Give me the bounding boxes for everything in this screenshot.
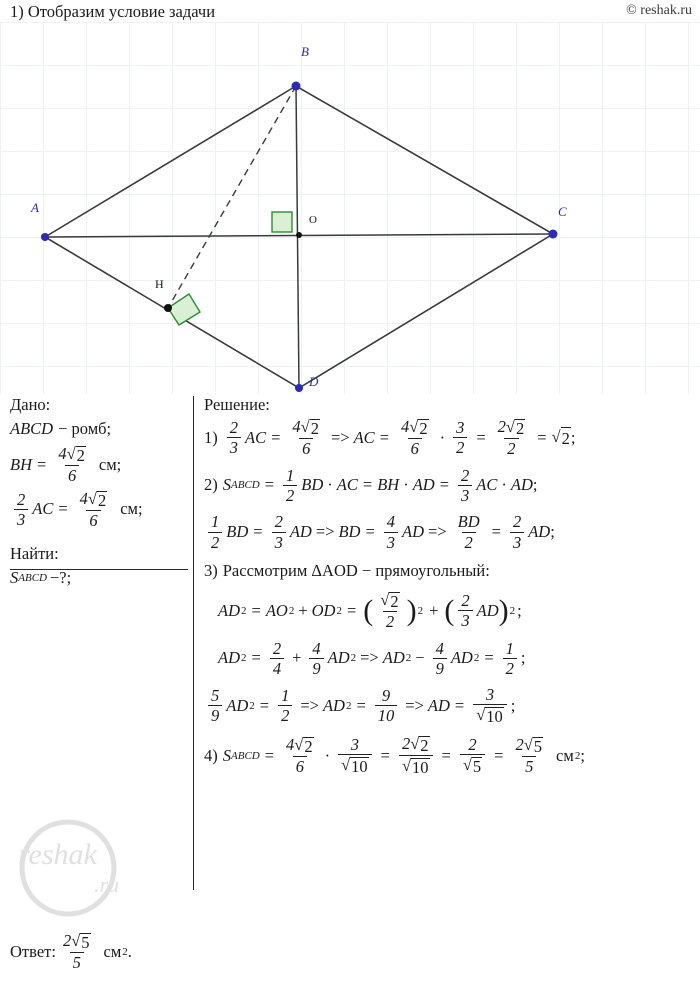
step4-f3-den <box>399 755 433 776</box>
step1-f1-coef: 4 <box>292 417 301 436</box>
sqrt-icon: √ 2 <box>300 417 319 438</box>
step2-f2-bot: 3 <box>458 485 472 504</box>
step4-f3-den-root: 10 <box>412 758 429 778</box>
step4-eq4: = <box>494 745 504 765</box>
step2-eq1: = <box>264 475 275 495</box>
step3b-f3-bot: 9 <box>433 658 447 677</box>
step3b-ad4: AD <box>450 648 473 668</box>
given-ac-eq: = <box>58 499 68 519</box>
step2-bd: BD <box>301 475 324 495</box>
given-line-3 <box>10 490 188 530</box>
step1-f3-bot: 2 <box>453 437 467 456</box>
sqrt-icon: √ 10 <box>401 756 429 778</box>
answer-coef: 2 <box>62 931 72 950</box>
step1-frac-2sqrt2-2 <box>495 418 529 458</box>
step4-f4-top: 2 <box>468 734 477 754</box>
step4-eq2: = <box>380 745 390 765</box>
step1-eq3: = <box>476 427 486 447</box>
step2b-f5-top: 2 <box>512 512 522 532</box>
step4-f1-num <box>283 736 317 756</box>
step3c-f4-top: 3 <box>485 685 495 705</box>
given-ac-coef-fraction <box>14 491 28 529</box>
vertical-divider <box>193 396 194 890</box>
step3c-tail: ; <box>510 695 516 715</box>
step3a-sup3: 2 <box>336 604 342 617</box>
step2b-implies-1: => <box>315 522 335 542</box>
step2-f1-bot: 2 <box>283 485 297 504</box>
given-bh-den: 6 <box>65 465 79 484</box>
step3b-f2-bot: 9 <box>309 658 323 677</box>
given-bh-eq: = <box>37 454 47 474</box>
step3c-sup1: 2 <box>249 699 255 712</box>
step2-dot1: · <box>327 475 333 495</box>
step3a-sup1: 2 <box>241 604 247 617</box>
step1-f4-coef: 2 <box>497 417 506 436</box>
step3b-frac-49b <box>433 640 447 678</box>
vertex-b <box>292 82 301 91</box>
step4-frac-2sqrt5-5 <box>512 736 546 776</box>
step2b-bd2: BD <box>338 522 361 542</box>
sqrt-icon: √ 2 <box>409 417 428 438</box>
given-rhombus-text: − ромб; <box>58 419 112 438</box>
step4-number: 4) <box>204 745 218 765</box>
step1-frac-4sqrt2-6b <box>398 418 432 458</box>
step1-f1-num <box>289 418 323 438</box>
rhombus-diagram <box>0 22 700 394</box>
step2b-eq2: = <box>365 522 375 542</box>
step4-s-symbol: S <box>222 745 231 765</box>
step3a-plus: + <box>298 600 308 620</box>
step3b-frac-12 <box>503 640 517 678</box>
step4-f2-bot <box>338 754 372 775</box>
step1-f4-den: 2 <box>504 438 518 457</box>
step3a-p2-bot: 3 <box>458 610 472 629</box>
step4-f5-root: 5 <box>533 736 543 756</box>
step2b-f2-bot: 3 <box>272 532 286 551</box>
given-bh-units: см; <box>98 454 122 474</box>
given-line-1 <box>10 418 188 440</box>
step3c-frac-12 <box>278 687 292 725</box>
step3b-tail: ; <box>520 648 526 668</box>
step2b-ad3: AD <box>528 522 551 542</box>
step2b-eq1: = <box>253 522 263 542</box>
paren-open-icon: ( <box>444 593 455 627</box>
step2-eq3: = <box>439 475 450 495</box>
find-subscript: ABCD <box>18 572 47 585</box>
given-bh-fraction <box>55 445 89 485</box>
answer-line <box>10 932 132 972</box>
step4-f3-coef: 2 <box>401 733 411 753</box>
given-ac-coef-num: 2 <box>17 489 26 509</box>
step3b-eq1: = <box>251 648 261 668</box>
step2-bh: BH <box>377 475 400 495</box>
step3c-ad: AD <box>226 695 249 715</box>
step2-frac-23 <box>458 467 472 505</box>
step2b-f2-top: 2 <box>274 512 283 532</box>
given-ac-units: см; <box>120 499 143 519</box>
solution-step-3-heading <box>204 560 690 582</box>
step1-dot: · <box>439 427 446 447</box>
step4-frac-3-sqrt10 <box>338 736 372 776</box>
step1-frac-32 <box>453 419 467 457</box>
step2b-f5-bot: 3 <box>510 532 524 551</box>
step3b-frac-49 <box>309 640 323 678</box>
step2-s-subscript: ABCD <box>231 479 260 492</box>
step1-f2-root: 2 <box>419 419 428 438</box>
step4-f5-den: 5 <box>522 756 536 775</box>
label-b: B <box>301 44 309 59</box>
sqrt-icon: √ 2 <box>410 733 429 755</box>
step3b-f4-bot: 2 <box>503 658 517 677</box>
step3a-p1-den: 2 <box>383 611 397 630</box>
step2-ac: AC <box>336 475 358 495</box>
step3a-p1-root: 2 <box>390 591 399 611</box>
step2-tail: ; <box>532 475 538 495</box>
step4-units: см <box>556 745 574 765</box>
step3-text: Рассмотрим ΔAOD − прямоугольный: <box>222 560 490 580</box>
step3c-sup2: 2 <box>345 699 352 712</box>
step3a-eq1: = <box>251 600 261 620</box>
step1-frac-23 <box>227 419 241 457</box>
step3a-od: OD <box>311 600 336 620</box>
step3a-frac-sqrt2-2 <box>377 591 402 631</box>
label-h: H <box>155 277 164 291</box>
height-bh-dashed <box>168 86 296 308</box>
step4-f4-bot-root: 5 <box>472 757 482 777</box>
label-c: C <box>558 204 567 219</box>
step2b-implies-2: => <box>428 522 447 542</box>
step1-var2: AC <box>353 427 375 447</box>
step2b-frac-23b <box>510 513 524 551</box>
step4-eq3: = <box>441 745 451 765</box>
given-heading: Дано: <box>10 395 51 414</box>
step4-eq1: = <box>264 745 275 765</box>
step3c-f1-bot: 9 <box>208 705 222 724</box>
given-bh-num-root: 2 <box>76 446 85 465</box>
watermark-text: © reshak.ru <box>626 3 692 18</box>
step1-eq1: = <box>271 427 281 447</box>
sqrt-icon: √ 2 <box>551 426 570 448</box>
step2b-ad2: AD <box>402 522 424 542</box>
step3a-paren-group-1 <box>363 591 423 631</box>
step3b-sup1: 2 <box>241 652 247 665</box>
step4-s-subscript: ABCD <box>231 749 260 762</box>
solution-step-2b <box>204 513 690 551</box>
step3c-implies-2: => <box>405 695 424 715</box>
step3b-ad: AD <box>218 648 240 668</box>
solution-step-4 <box>204 735 690 777</box>
step1-f2-num <box>398 418 432 438</box>
sqrt-icon: √ 2 <box>505 417 525 438</box>
step1-f2-den: 6 <box>408 438 422 457</box>
given-ac-coef-den: 3 <box>14 509 28 528</box>
step1-eq2: = <box>379 427 389 447</box>
step3b-sup3: 2 <box>405 652 412 665</box>
step3c-eq2: = <box>356 695 366 715</box>
step3c-f4-bot-root: 10 <box>486 707 503 727</box>
step2-ad2: AD <box>510 475 533 495</box>
step3a-ad: AD <box>218 600 240 620</box>
answer-units-sup: 2 <box>122 945 128 958</box>
given-ac-fraction <box>77 490 111 530</box>
step3a-tail: ; <box>517 600 522 620</box>
step1-frac-top: 2 <box>229 418 238 437</box>
step2b-f1-bot: 2 <box>208 532 222 551</box>
step1-f3-top: 3 <box>456 418 465 437</box>
step3a-frac-23 <box>458 592 472 630</box>
step3b-eq2: = <box>484 648 494 668</box>
step1-var: AC <box>245 427 267 447</box>
step1-f4-root: 2 <box>515 419 525 438</box>
step2b-f4-top: BD <box>457 512 480 532</box>
step2b-frac-bd2 <box>455 513 483 551</box>
step4-frac-4sqrt2-6 <box>283 736 317 776</box>
step2-ad: AD <box>412 475 435 495</box>
step4-f3-root: 2 <box>420 735 429 755</box>
svg-text:.ru: .ru <box>94 872 120 897</box>
step3b-f4-top: 1 <box>505 638 514 658</box>
step4-f1-root: 2 <box>304 736 313 756</box>
find-symbol: S <box>10 568 19 588</box>
find-line <box>10 567 188 589</box>
sqrt-icon: √ 2 <box>66 444 85 465</box>
given-block <box>10 394 188 594</box>
sqrt-icon: √ 5 <box>523 734 543 756</box>
step2b-f3-top: 4 <box>386 512 395 532</box>
step3a-plus2: + <box>429 600 439 620</box>
solution-step-2a <box>204 467 690 505</box>
solution-content <box>0 394 700 914</box>
step2b-frac-12 <box>208 513 222 551</box>
step3c-frac-910 <box>375 687 398 725</box>
step3b-f1-bot: 4 <box>270 658 284 677</box>
given-ac-num <box>77 490 111 510</box>
step3c-eq3: = <box>454 695 465 715</box>
paren-open-icon: ( <box>363 593 374 627</box>
step3b-f3-top: 4 <box>435 638 444 658</box>
step3b-ad3: AD <box>382 648 405 668</box>
sqrt-icon: √ 2 <box>294 734 313 756</box>
step3b-f2-top: 4 <box>312 638 321 658</box>
paren-close-icon: ) <box>406 593 417 627</box>
step4-f1-coef: 4 <box>286 734 295 754</box>
step3c-f4-bot <box>473 704 507 725</box>
solution-heading: Решение: <box>204 395 270 414</box>
sqrt-icon: √ 10 <box>341 755 368 777</box>
step3a-p2-sup: 2 <box>509 604 516 617</box>
label-d: D <box>309 374 319 389</box>
vertex-h <box>164 304 172 312</box>
step2b-ad: AD <box>289 522 312 542</box>
step3b-frac-24 <box>270 640 284 678</box>
step2-eq2: = <box>362 475 373 495</box>
step1-frac-bot: 3 <box>227 437 241 456</box>
step4-f3-num <box>399 735 433 755</box>
step1-f2-coef: 4 <box>401 417 410 436</box>
step3c-f3-top: 9 <box>381 686 391 706</box>
watermark-logo <box>8 806 198 926</box>
given-ac-num-coef: 4 <box>79 488 88 508</box>
answer-den: 5 <box>70 952 84 971</box>
step4-f4-bot <box>460 754 485 775</box>
step3-number: 3) <box>204 560 218 580</box>
label-a: A <box>31 200 39 215</box>
step3c-f1-top: 5 <box>211 686 220 706</box>
step1-eq4: = <box>537 427 547 447</box>
answer-label: Ответ: <box>10 941 56 961</box>
sqrt-icon: √ 10 <box>476 705 503 727</box>
answer-units: см <box>103 941 122 961</box>
given-rhombus-name: ABCD <box>10 419 54 438</box>
given-bh-num <box>55 445 89 465</box>
step2b-eq3: = <box>491 522 501 542</box>
step3a-p1-sup: 2 <box>417 604 424 617</box>
step3c-f2-bot: 2 <box>278 705 292 724</box>
step2b-tail: ; <box>550 522 555 542</box>
step2b-bd: BD <box>226 522 249 542</box>
solution-step-1 <box>204 418 690 458</box>
given-ac-name: AC <box>32 499 54 519</box>
step3c-f3-bot: 10 <box>375 705 398 724</box>
step1-result-root: 2 <box>561 428 570 448</box>
step2b-frac-43 <box>384 513 398 551</box>
task-title: 1) Отобразим условие задачи <box>10 2 216 21</box>
step3a-p2-top: 2 <box>461 590 470 610</box>
step3b-f1-top: 2 <box>272 638 282 658</box>
answer-root: 5 <box>81 933 90 952</box>
find-heading: Найти: <box>10 544 59 564</box>
step4-f2-top: 3 <box>350 734 360 754</box>
step1-f1-root: 2 <box>310 419 319 438</box>
find-tail: −?; <box>49 568 72 588</box>
step3c-implies-1: => <box>300 695 319 715</box>
sqrt-icon: √ 2 <box>380 589 399 611</box>
geometry-figure <box>0 22 700 394</box>
given-ac-num-root: 2 <box>97 490 107 510</box>
step3b-ad2: AD <box>327 648 350 668</box>
step3b-plus: + <box>292 648 302 668</box>
step1-tail: ; <box>570 427 576 447</box>
given-line-2 <box>10 445 188 485</box>
step2-dot2: · <box>403 475 409 495</box>
vertex-o <box>296 232 302 238</box>
sqrt-icon: √ 5 <box>462 755 482 777</box>
step2-dot3: · <box>501 475 507 495</box>
step3c-ad2: AD <box>322 695 345 715</box>
answer-num <box>60 932 94 952</box>
step3c-f2-top: 1 <box>281 686 290 706</box>
label-o: O <box>309 214 317 226</box>
step2-ac2: AC <box>476 475 498 495</box>
step4-frac-2-sqrt5 <box>460 736 485 776</box>
solution-step-3a <box>218 591 690 631</box>
solution-step-3b <box>218 640 690 678</box>
step2-f2-top: 2 <box>461 465 470 485</box>
step1-f1-den: 6 <box>299 438 313 457</box>
right-angle-marker-o <box>272 212 292 232</box>
step3b-implies: => <box>360 648 379 668</box>
step2-frac-12 <box>283 467 297 505</box>
given-bh-name: BH <box>10 454 32 474</box>
step3b-minus: − <box>415 648 425 668</box>
step4-dot: · <box>324 745 331 765</box>
step2b-frac-23 <box>272 513 286 551</box>
given-bh-num-coef: 4 <box>58 444 67 463</box>
step4-f1-den: 6 <box>293 756 307 775</box>
step3a-p1-num <box>377 591 402 611</box>
step3b-sup4: 2 <box>473 652 480 665</box>
step3a-ao: AO <box>265 600 288 620</box>
step2-s-symbol: S <box>222 475 231 495</box>
step3c-frac-3-sqrt10 <box>473 686 507 726</box>
sqrt-icon: √ 2 <box>87 488 107 510</box>
step2b-f4-bot: 2 <box>462 532 476 551</box>
step2b-f3-bot: 3 <box>384 532 398 551</box>
solution-step-3c <box>204 686 690 726</box>
svg-text:reshak: reshak <box>18 838 97 871</box>
solution-block <box>204 394 690 785</box>
vertex-d <box>295 384 303 392</box>
step4-frac-2sqrt2-sqrt10 <box>399 735 433 777</box>
step1-f4-num <box>495 418 529 438</box>
step3a-paren-group-2 <box>444 592 515 630</box>
sqrt-icon: √ 5 <box>71 931 90 952</box>
given-ac-den: 6 <box>86 510 100 529</box>
step4-units-sup: 2 <box>574 749 581 762</box>
step3b-sup2: 2 <box>350 652 357 665</box>
step1-number: 1) <box>204 427 218 447</box>
step2-number: 2) <box>204 475 218 495</box>
step2-f1-top: 1 <box>286 465 295 485</box>
answer-fraction <box>60 932 94 972</box>
step1-frac-4sqrt2-6 <box>289 418 323 458</box>
step4-tail: ; <box>580 745 585 765</box>
step1-implies-1: => <box>330 427 350 447</box>
answer-tail: . <box>127 941 132 961</box>
step3c-eq1: = <box>259 695 270 715</box>
step3c-ad3: AD <box>427 695 450 715</box>
step3c-frac-59 <box>208 687 222 725</box>
step4-f2-bot-root: 10 <box>351 757 368 777</box>
step3a-p2-var: AD <box>476 600 499 620</box>
step3a-sup2: 2 <box>288 604 295 617</box>
vertex-a <box>41 233 49 241</box>
step2b-f1-top: 1 <box>211 512 220 532</box>
step3a-eq2: = <box>346 600 357 620</box>
step4-f5-coef: 2 <box>515 734 524 754</box>
step4-f5-num <box>512 736 546 756</box>
paren-close-icon: ) <box>498 593 509 627</box>
vertex-c <box>549 230 558 239</box>
